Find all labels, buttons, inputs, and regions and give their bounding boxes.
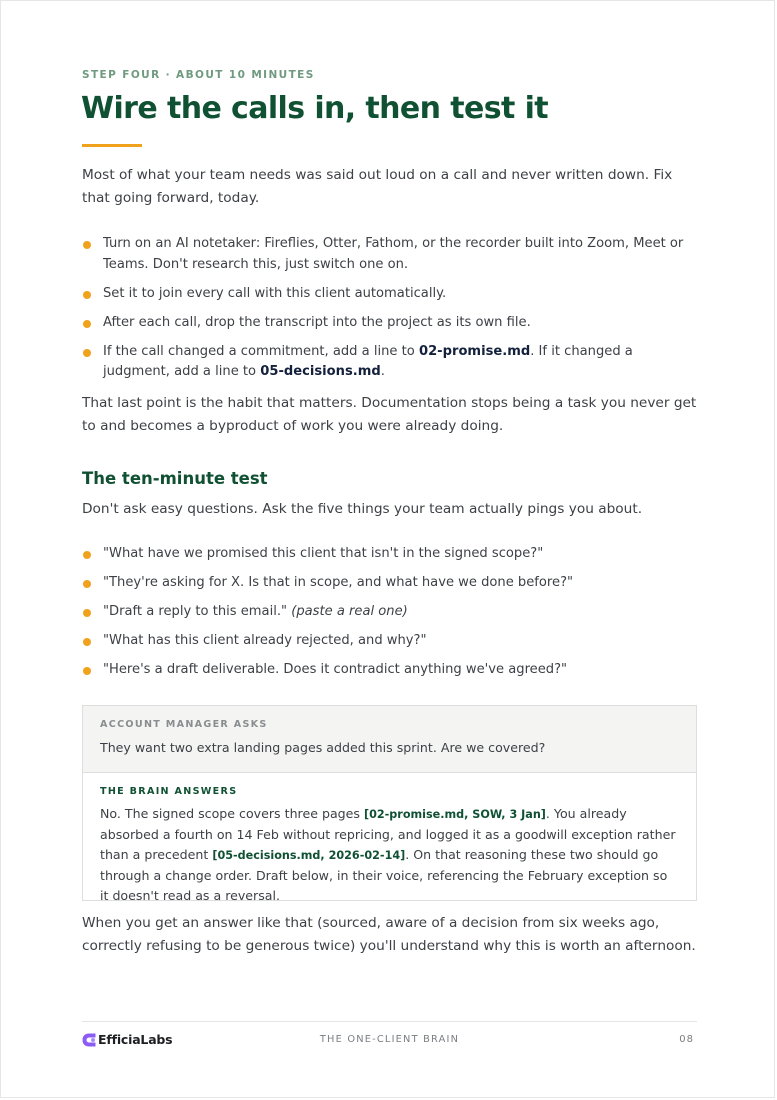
list-item [82, 284, 702, 305]
file-name-promise: 02-promise.md [418, 343, 531, 359]
bullet-dot-icon [83, 291, 91, 299]
page-title: Wire the calls in, then test it [81, 91, 549, 126]
list-item-text: . If it changed a judgment, add a line to [103, 343, 633, 379]
list-item [82, 573, 702, 594]
answer-label: THE BRAIN ANSWERS [100, 786, 238, 797]
list-item-text: "What has this client already rejected, and why?" [103, 633, 427, 648]
test-intro-paragraph: Don't ask easy questions. Ask the five things your team actually pings you about. [82, 501, 643, 517]
brand-logo [82, 1032, 172, 1047]
list-item [82, 313, 702, 334]
list-item-text: Turn on an AI notetaker: Fireflies, Otter, Fathom, or the recorder built into Zoom, Meet or Teams. Don't research this, just switch one on. [103, 236, 684, 272]
list-item-text: "Draft a reply to this email." [103, 604, 288, 619]
bullet-dot-icon [83, 349, 91, 357]
ask-text: They want two extra landing pages added this sprint. Are we covered? [100, 740, 546, 755]
step-eyebrow: STEP FOUR · ABOUT 10 MINUTES [82, 69, 315, 81]
page-number: 08 [679, 1034, 694, 1045]
setup-steps-list [82, 234, 702, 391]
habit-paragraph: That last point is the habit that matters. Documentation stops being a task you never get to and becomes a byproduct of work you were already doing. [82, 395, 697, 434]
intro-paragraph: Most of what your team needs was said out loud on a call and never written down. Fix that going forward, today. [82, 167, 673, 206]
answer-segment: . On that reasoning these two should go through a change order. Draft below, in their voice, referencing the February exception so it doesn't read as a reversal. [100, 847, 668, 903]
list-item [82, 631, 702, 652]
list-item-text: Set it to join every call with this client automatically. [103, 285, 447, 301]
answer-segment: No. The signed scope covers three pages [100, 806, 364, 821]
list-item [82, 602, 702, 623]
answer-text [100, 804, 679, 906]
list-item [82, 660, 702, 681]
question-note: (paste a real one) [291, 604, 408, 619]
bullet-dot-icon [83, 241, 91, 249]
example-exchange-card [82, 705, 697, 901]
list-item-text: "What have we promised this client that isn't in the signed scope?" [103, 546, 544, 561]
title-underline [82, 144, 142, 147]
efficialabs-logo-icon [82, 1033, 96, 1047]
list-item-text: "Here's a draft deliverable. Does it contradict anything we've agreed?" [103, 662, 568, 677]
list-item [82, 342, 702, 383]
test-questions-list [82, 544, 702, 689]
list-item-text: After each call, drop the transcript into the project as its own file. [103, 314, 531, 330]
ask-label: ACCOUNT MANAGER ASKS [100, 719, 268, 730]
bullet-dot-icon [83, 551, 91, 559]
citation: [02-promise.md, SOW, 3 Jan] [363, 808, 546, 821]
footer-document-title: THE ONE-CLIENT BRAIN [319, 1034, 460, 1045]
file-name-decisions: 05-decisions.md [260, 364, 381, 379]
answer-panel [83, 773, 696, 906]
bullet-dot-icon [83, 638, 91, 646]
bullet-dot-icon [83, 580, 91, 588]
bullet-dot-icon [83, 667, 91, 675]
brand-name: EfficiaLabs [98, 1032, 173, 1047]
bullet-dot-icon [83, 320, 91, 328]
list-item [82, 544, 702, 565]
bullet-dot-icon [83, 609, 91, 617]
list-item-text: . [380, 364, 385, 379]
list-item-text: If the call changed a commitment, add a line to [103, 343, 419, 359]
list-item [82, 234, 702, 275]
closing-paragraph: When you get an answer like that (sourced, aware of a decision from six weeks ago, correctly refusing to be generous twice) you'll understand why this is worth an afternoon. [82, 915, 696, 954]
footer-divider [82, 1021, 697, 1022]
list-item-text: "They're asking for X. Is that in scope, and what have we done before?" [103, 575, 574, 590]
section-heading: The ten-minute test [82, 469, 268, 488]
answer-segment: . You already absorbed a fourth on 14 Feb without repricing, and logged it as a goodwill exception rather than a precedent [100, 806, 676, 862]
question-panel [83, 706, 696, 773]
citation: [05-decisions.md, 2026-02-14] [212, 849, 406, 862]
